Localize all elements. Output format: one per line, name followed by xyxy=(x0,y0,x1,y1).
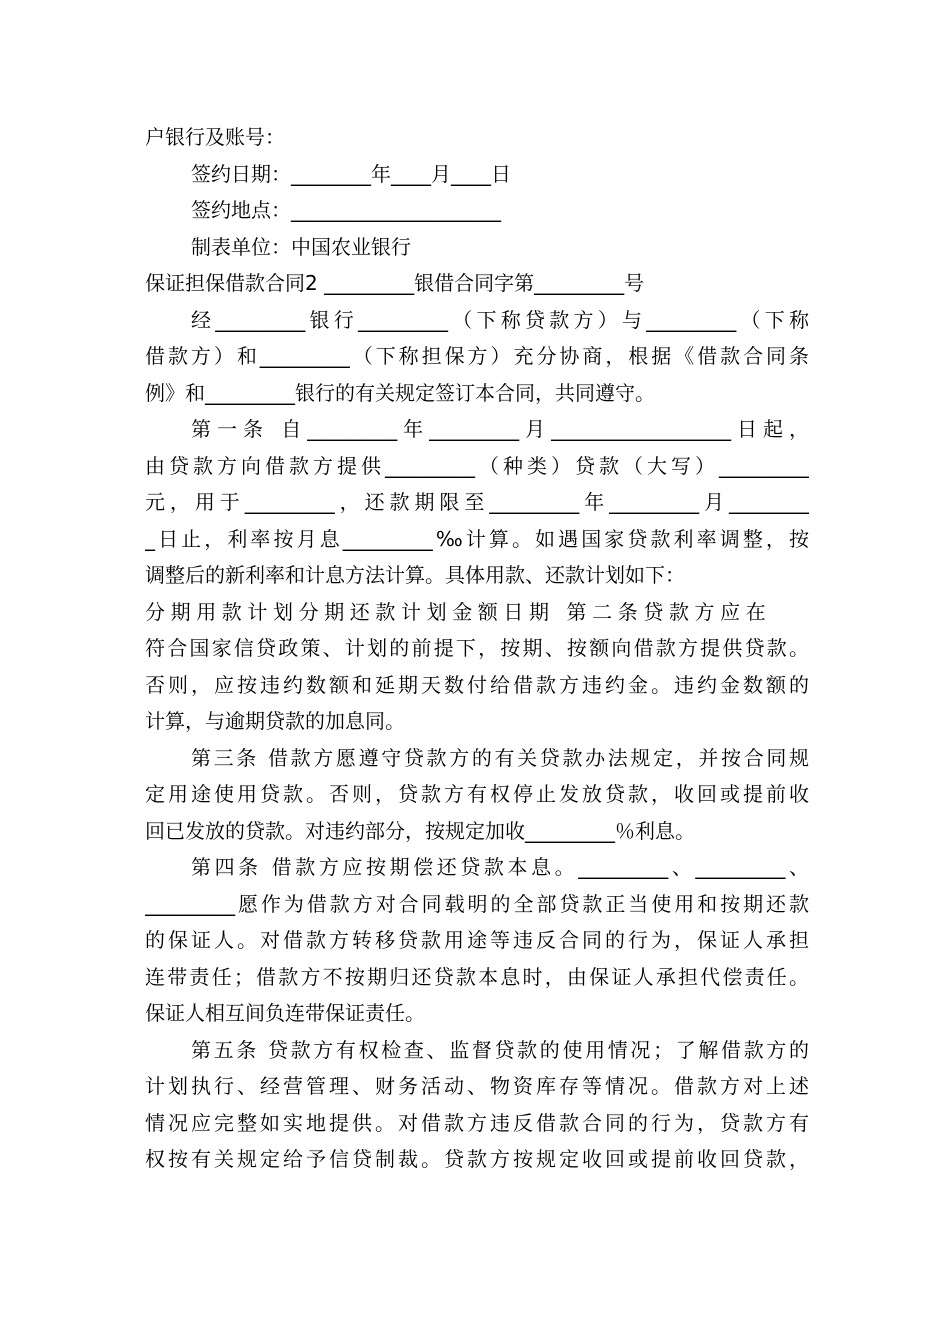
issuer-line: 制表单位：中国农业银行 xyxy=(191,234,411,259)
text-line: 连带责任；借款方不按期归还贷款本息时，由保证人承担代偿责任。 xyxy=(145,964,809,989)
article-3-line: 第三条 借款方愿遵守贷款方的有关贷款办法规定，并按合同规 xyxy=(191,745,809,770)
text-line: 权按有关规定给予信贷制裁。贷款方按规定收回或提前收回贷款， xyxy=(145,1147,809,1171)
signing-place-line: 签约地点：_____________________ xyxy=(191,198,501,222)
text-line: 计划执行、经营管理、财务活动、物资库存等情况。借款方对上述 xyxy=(145,1074,809,1098)
text-line: 定用途使用贷款。否则，贷款方有权停止发放贷款，收回或提前收 xyxy=(145,782,809,806)
text-line: 由贷款方向借款方提供_________（种类）贷款（大写）_________ xyxy=(145,453,809,478)
text-line: 否则，应按违约数额和延期天数付给借款方违约金。违约金数额的 xyxy=(145,672,809,697)
text-line: 调整后的新利率和计息方法计算。具体用款、还款计划如下： xyxy=(145,563,685,587)
text-line: 保证人相互间负连带保证责任。 xyxy=(145,1001,425,1025)
text-line: 计算，与逾期贷款的加息同。 xyxy=(145,709,405,733)
article-5-line: 第五条 贷款方有权检查、监督贷款的使用情况；了解借款方的 xyxy=(191,1037,809,1062)
text-line: 的保证人。对借款方转移贷款用途等违反合同的行为，保证人承担 xyxy=(145,928,809,952)
text-line: _________愿作为借款方对合同载明的全部贷款正当使用和按期还款 xyxy=(145,891,809,916)
text-line: 情况应完整如实地提供。对借款方违反借款合同的行为，贷款方有 xyxy=(145,1110,809,1135)
article-4-line: 第四条 借款方应按期偿还贷款本息。_________、_________、 xyxy=(191,855,809,879)
article-1-line: 第一条 自_________年_________月__________________日起， xyxy=(191,417,809,441)
contract-title-line: 保证担保借款合同2 _________银借合同字第_________号 xyxy=(145,271,645,295)
text-line: 元，用于_________，还款期限至_________年_________月________ xyxy=(145,490,809,514)
plan-and-article-2-line: 分期用款计划分期还款计划金额日期 第二条贷款方应在 xyxy=(145,599,772,624)
text-line: 例》和_________银行的有关规定签订本合同，共同遵守。 xyxy=(145,380,655,405)
signing-date-line: 签约日期：________年____月____日 xyxy=(191,161,511,186)
text-line: _日止，利率按月息_________‰计算。如遇国家贷款利率调整，按 xyxy=(145,526,809,551)
text-line: 符合国家信贷政策、计划的前提下，按期、按额向借款方提供贷款。 xyxy=(145,636,809,660)
text-line: 户银行及账号： xyxy=(145,125,285,149)
document-page xyxy=(145,119,809,1178)
text-line: 回已发放的贷款。对违约部分，按规定加收_________％利息。 xyxy=(145,818,695,843)
text-line: 借款方）和_________（下称担保方）充分协商，根据《借款合同条 xyxy=(145,344,809,368)
text-line: 经_________银行_________（下称贷款方）与_________（下称 xyxy=(191,307,809,332)
